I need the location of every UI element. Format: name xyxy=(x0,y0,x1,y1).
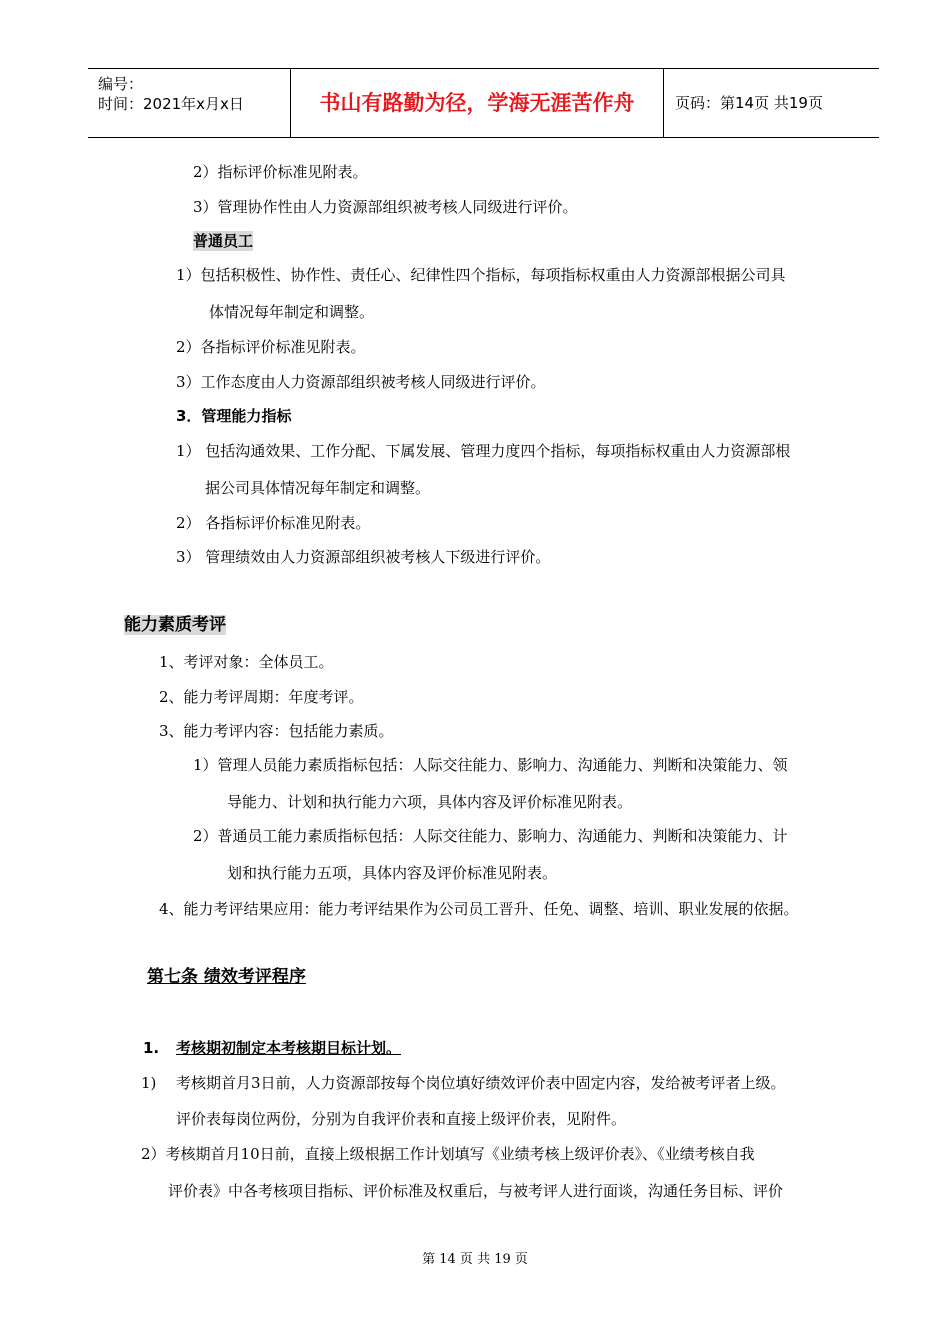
page-header xyxy=(88,68,879,138)
document-time-label: 时间：2021年x月x日 xyxy=(98,95,244,113)
document-number-label: 编号： xyxy=(98,75,144,93)
body-line: 3）管理协作性由人力资源部组织被考核人同级进行评价。 xyxy=(193,198,578,216)
step-number: 1. xyxy=(143,1039,160,1057)
body-line: 1） 包括沟通效果、工作分配、下属发展、管理力度四个指标，每项指标权重由人力资源部根 xyxy=(176,442,791,460)
body-line: 4、能力考评结果应用：能力考评结果作为公司员工晋升、任免、调整、培训、职业发展的依据。 xyxy=(159,900,799,918)
body-line: 导能力、计划和执行能力六项，具体内容及评价标准见附表。 xyxy=(227,793,633,811)
section-heading-ability: 能力素质考评 xyxy=(124,615,226,635)
article-heading: 第七条 绩效考评程序 xyxy=(147,967,306,987)
body-line: 1）包括积极性、协作性、责任心、纪律性四个指标，每项指标权重由人力资源部根据公司具 xyxy=(176,266,786,284)
body-line: 体情况每年制定和调整。 xyxy=(209,303,375,321)
body-line: 2、能力考评周期：年度考评。 xyxy=(159,688,364,706)
header-motto: 书山有路勤为径，学海无涯苦作舟 xyxy=(290,69,664,137)
body-line: 评价表每岗位两份，分别为自我评价表和直接上级评价表，见附件。 xyxy=(176,1110,627,1128)
body-line: 据公司具体情况每年制定和调整。 xyxy=(205,479,431,497)
body-line: 3、能力考评内容：包括能力素质。 xyxy=(159,722,394,740)
page-footer: 第 14 页 共 19 页 xyxy=(422,1252,528,1267)
body-line: 2）指标评价标准见附表。 xyxy=(193,163,368,181)
body-line: 2）各指标评价标准见附表。 xyxy=(176,338,366,356)
body-line: 考核期首月3日前，人力资源部按每个岗位填好绩效评价表中固定内容，发给被考评者上级。 xyxy=(176,1074,786,1092)
body-line: 3）工作态度由人力资源部组织被考核人同级进行评价。 xyxy=(176,373,546,391)
header-meta xyxy=(88,69,290,137)
body-line: 2）普通员工能力素质指标包括：人际交往能力、影响力、沟通能力、判断和决策能力、计 xyxy=(193,827,788,845)
body-line: 1）管理人员能力素质指标包括：人际交往能力、影响力、沟通能力、判断和决策能力、领 xyxy=(193,756,788,774)
subheading-regular-staff: 普通员工 xyxy=(193,232,254,250)
subheading-management-ability: 3．管理能力指标 xyxy=(176,407,292,425)
body-line: 评价表》中各考核项目指标、评价标准及权重后，与被考评人进行面谈，沟通任务目标、评价 xyxy=(168,1182,784,1200)
body-line: 1、考评对象：全体员工。 xyxy=(159,653,334,671)
body-line: 划和执行能力五项，具体内容及评价标准见附表。 xyxy=(227,864,558,882)
header-page-number: 页码：第14页 共19页 xyxy=(675,94,823,112)
body-line: 2）考核期首月10日前，直接上级根据工作计划填写《业绩考核上级评价表》、《业绩考核自我 xyxy=(141,1145,755,1163)
body-line: 3） 管理绩效由人力资源部组织被考核人下级进行评价。 xyxy=(176,548,551,566)
item-number: 1) xyxy=(141,1074,157,1092)
step-title: 考核期初制定本考核期目标计划。 xyxy=(176,1039,402,1057)
body-line: 2） 各指标评价标准见附表。 xyxy=(176,514,371,532)
